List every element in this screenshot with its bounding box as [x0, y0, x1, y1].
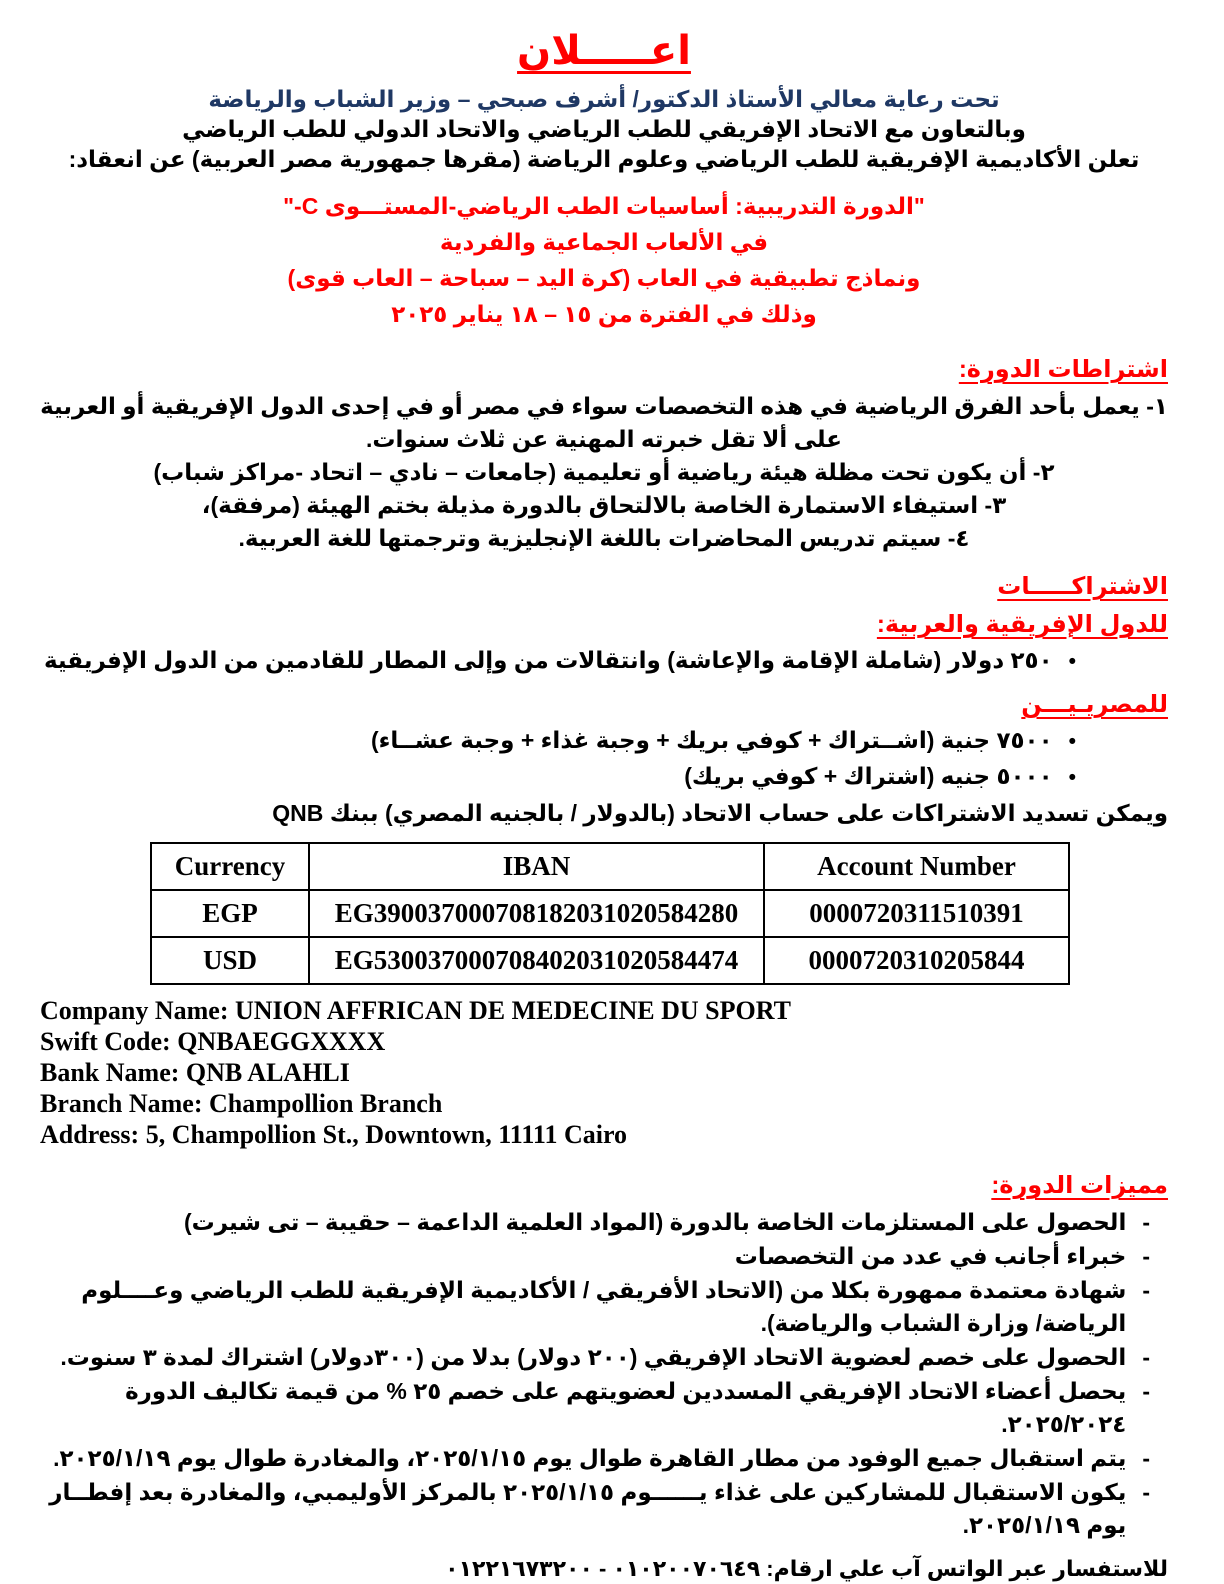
feature-item — [40, 1206, 1168, 1239]
condition-item: ٤- سيتم تدريس المحاضرات باللغة الإنجليزية وترجمتها للغة العربية. — [238, 525, 970, 551]
dash-icon: - — [1142, 1277, 1150, 1303]
bullet-icon: • — [1068, 650, 1076, 673]
whatsapp-contact-line: للاستفسار عبر الواتس آب علي ارقام: ٠١٠٢٠٠٧٠٦٤٩ - ٠١٢٢١٦٧٣٢٠٠ — [445, 1556, 1168, 1581]
bullet-icon: • — [1068, 766, 1076, 789]
egyptian-fees-heading: للمصريـيـــن — [1021, 691, 1168, 718]
course-title-line: في الألعاب الجماعية والفردية — [439, 229, 769, 255]
conditions-list — [40, 390, 1168, 555]
feature-item-text: الحصول على خصم لعضوية الاتحاد الإفريقي (٢٠٠ دولار) بدلا من (٣٠٠دولار) اشتراك لمدة ٣ سنوت. — [60, 1344, 1127, 1370]
column-header-iban: IBAN — [309, 843, 764, 890]
course-date-line: وذلك في الفترة من ١٥ – ١٨ يناير ٢٠٢٥ — [391, 301, 817, 327]
dash-icon: - — [1142, 1445, 1150, 1471]
column-header-currency: Currency — [151, 843, 309, 890]
feature-item-text: خبراء أجانب في عدد من التخصصات — [734, 1243, 1127, 1269]
fees-heading: الاشتراكـــــات — [997, 573, 1168, 600]
dash-icon: - — [1142, 1209, 1150, 1235]
course-title-block — [40, 188, 1168, 332]
condition-item: ١- يعمل بأحد الفرق الرياضية في هذه التخصصات سواء في مصر أو في إحدى الدول الإفريقية أو العربية على ألا تقل خبرته المهنية عن ثلاث سنوات. — [40, 393, 1168, 452]
bank-accounts-table — [150, 842, 1070, 985]
features-list — [40, 1206, 1168, 1542]
fee-item-egyptian — [40, 723, 1168, 759]
dash-icon: - — [1142, 1243, 1150, 1269]
dash-icon: - — [1142, 1479, 1150, 1505]
bullet-icon: • — [1068, 730, 1076, 753]
fee-item-text: ٧٥٠٠ جنية (اشــتراك + كوفي بريك + وجبة غذاء + وجبة عشــاء) — [370, 727, 1053, 753]
iban-cell: EG390037000708182031020584280 — [309, 890, 764, 937]
currency-cell: EGP — [151, 890, 309, 937]
feature-item — [40, 1442, 1168, 1475]
patronage-line: تحت رعاية معالي الأستاذ الدكتور/ أشرف صبحي – وزير الشباب والرياضة — [208, 86, 1000, 112]
fee-item-egyptian — [40, 759, 1168, 795]
swift-code-line: Swift Code: QNBAEGGXXXX — [40, 1027, 386, 1056]
account-number-cell: 0000720311510391 — [764, 890, 1069, 937]
feature-item-text: يكون الاستقبال للمشاركين على غذاء يــــــوم ٢٠٢٥/١/١٥ بالمركز الأوليمبي، والمغادرة بعد إفطــار يوم ٢٠٢٥/١/١٩. — [49, 1479, 1127, 1538]
company-name-line: Company Name: UNION AFFRICAN DE MEDECINE DU SPORT — [40, 996, 791, 1025]
feature-item-text: يتم استقبال جميع الوفود من مطار القاهرة طوال يوم ٢٠٢٥/١/١٥، والمغادرة طوال يوم ٢٠٢٥/١/١٩. — [53, 1445, 1127, 1471]
feature-item — [40, 1375, 1168, 1441]
features-heading: مميزات الدورة: — [991, 1172, 1168, 1199]
cooperation-line: وبالتعاون مع الاتحاد الإفريقي للطب الرياضي والاتحاد الدولي للطب الرياضي — [182, 116, 1026, 142]
course-title-line: ونماذج تطبيقية في العاب (كرة اليد – سباحة – العاب قوى) — [287, 265, 921, 291]
account-number-cell: 0000720310205844 — [764, 937, 1069, 984]
bank-name-line: Bank Name: QNB ALAHLI — [40, 1058, 350, 1087]
address-line: Address: 5, Champollion St., Downtown, 11111 Cairo — [40, 1120, 628, 1149]
dash-icon: - — [1142, 1344, 1150, 1370]
feature-item — [40, 1240, 1168, 1273]
dash-icon: - — [1142, 1378, 1150, 1404]
feature-item-text: يحصل أعضاء الاتحاد الإفريقي المسددين لعضويتهم على خصم ٢٥ % من قيمة تكاليف الدورة ٢٠٢٥/٢٠٢٤. — [125, 1378, 1127, 1437]
course-title-line: "الدورة التدريبية: أساسيات الطب الرياضي-المستـــوى C-" — [283, 193, 925, 219]
branch-name-line: Branch Name: Champollion Branch — [40, 1089, 443, 1118]
fee-item-text: ٢٥٠ دولار (شاملة الإقامة والإعاشة) وانتقالات من وإلى المطار للقادمين من الدول الإفريقية — [43, 647, 1053, 673]
fee-item-african — [40, 643, 1168, 679]
feature-item-text: شهادة معتمدة ممهورة بكلا من (الاتحاد الأفريقي / الأكاديمية الإفريقية للطب الرياضي وعــــلوم الرياضة/ وزارة الشباب والرياضة). — [81, 1277, 1127, 1336]
feature-item-text: الحصول على المستلزمات الخاصة بالدورة (المواد العلمية الداعمة – حقيبة – تى شيرت) — [183, 1209, 1127, 1235]
iban-cell: EG530037000708402031020584474 — [309, 937, 764, 984]
payment-method-line: ويمكن تسديد الاشتراكات على حساب الاتحاد (بالدولار / بالجنيه المصري) ببنك QNB — [272, 800, 1168, 826]
table-row-egp — [151, 890, 1069, 937]
conditions-heading: اشتراطات الدورة: — [958, 356, 1168, 383]
feature-item — [40, 1274, 1168, 1340]
table-header-row — [151, 843, 1069, 890]
table-row-usd — [151, 937, 1069, 984]
announcement-line: تعلن الأكاديمية الإفريقية للطب الرياضي وعلوم الرياضة (مقرها جمهورية مصر العربية) عن انعقاد: — [68, 146, 1140, 172]
condition-item: ٣- استيفاء الاستمارة الخاصة بالالتحاق بالدورة مذيلة بختم الهيئة (مرفقة)، — [201, 492, 1007, 518]
currency-cell: USD — [151, 937, 309, 984]
page-title: اعـــــلان — [517, 29, 691, 73]
condition-item: ٢- أن يكون تحت مظلة هيئة رياضية أو تعليمية (جامعات – نادي – اتحاد -مراكز شباب) — [153, 459, 1055, 485]
african-fees-heading: للدول الإفريقية والعربية: — [876, 611, 1168, 638]
column-header-account-number: Account Number — [764, 843, 1069, 890]
fee-item-text: ٥٠٠٠ جنيه (اشتراك + كوفي بريك) — [684, 763, 1053, 789]
bank-details-block — [40, 995, 1168, 1150]
feature-item — [40, 1341, 1168, 1374]
feature-item — [40, 1476, 1168, 1542]
